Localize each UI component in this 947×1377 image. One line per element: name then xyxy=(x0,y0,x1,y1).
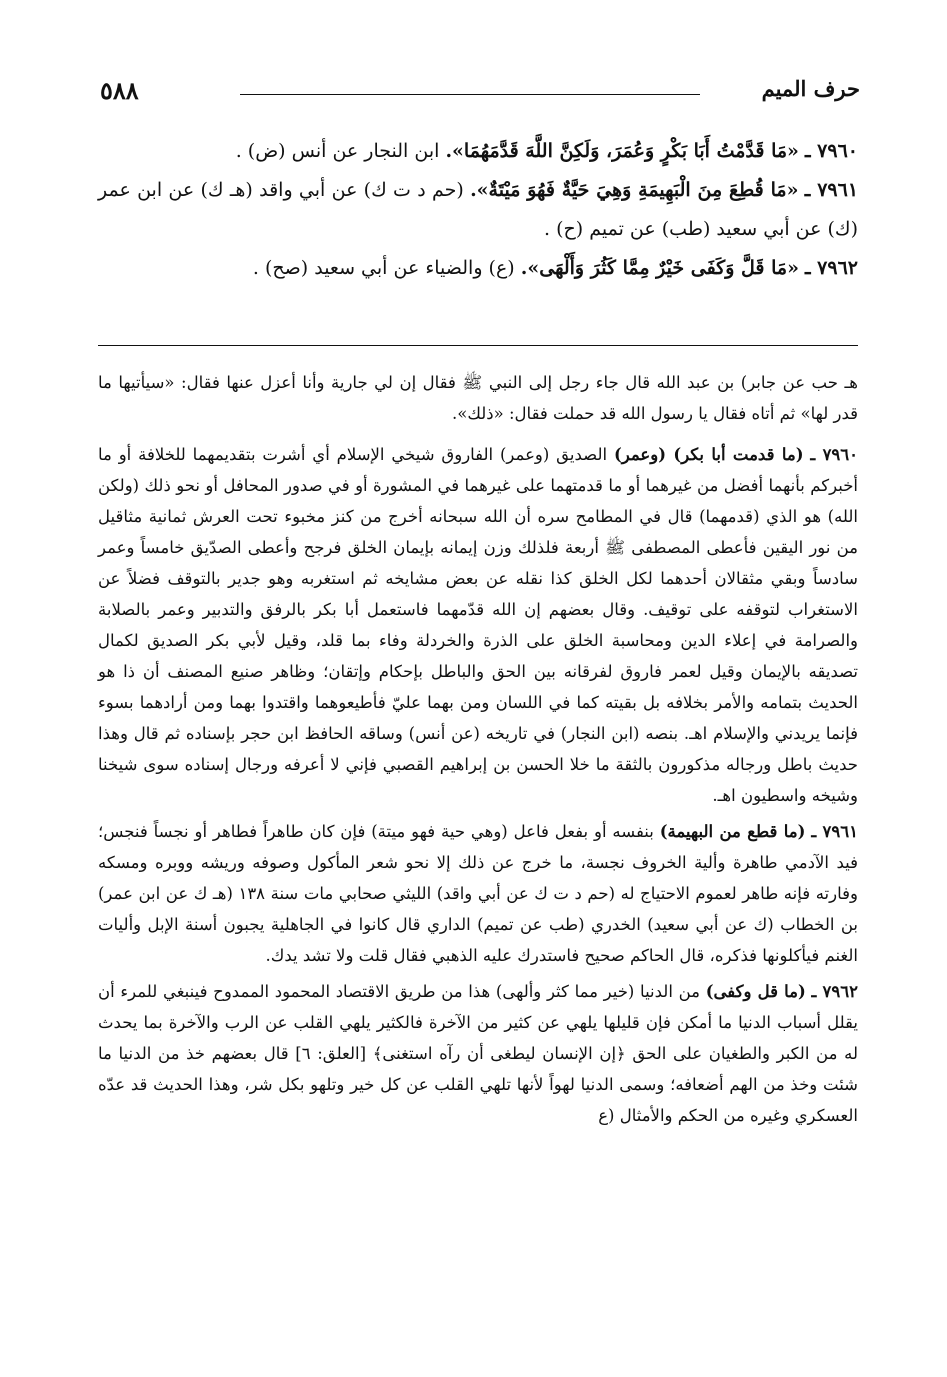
hadith-7961 xyxy=(98,171,858,249)
commentary xyxy=(98,367,858,1136)
commentary-number: ٧٩٦٠ ـ xyxy=(810,445,859,464)
hadith-text: «مَا قَدَّمْتُ أَبَا بَكْرٍ وَعُمَرَ، وَلَكِنَّ اللَّهَ قَدَّمَهُمَا». xyxy=(445,140,799,162)
hadith-number: ٧٩٦٠ ـ xyxy=(804,140,858,162)
page-header xyxy=(100,68,860,118)
commentary-text: من الدنيا (خير مما كثر وألهى) هذا من طريق الاقتصاد المحمود الممدوح فينبغي للمرء أن يقلل أسباب الدنيا ما أمكن فإن قليلها يلهي عن كثير من الآخرة فالكثير يلهي القلب عن الرب والآخرة بما يحدث له من الكبر والطغيان على الحق ﴿إن الإنسان ليطغى أن رآه استغنى﴾ [العلق: ٦] قال بعضهم خذ من الدنيا ما شئت وخذ من الهم أضعافه؛ وسمى الدنيا لهواً لأنها تلهي القلب عن كل خير وتلهو بكل شر، وهذا الحديث قد عدّه العسكري وغيره من الحكم والأمثال (ع xyxy=(98,982,858,1125)
hadith-source: ابن النجار عن أنس (ض) . xyxy=(235,140,440,162)
hadith-7962 xyxy=(98,249,858,288)
hadith-source: (حم د ت ك) عن أبي واقد (هـ ك) عن ابن عمر (ك) عن أبي سعيد (طب) عن تميم (ح) . xyxy=(98,179,858,240)
hadith-number: ٧٩٦١ ـ xyxy=(804,179,859,201)
hadith-source: (ع) والضياء عن أبي سعيد (صح) . xyxy=(252,257,515,279)
section-divider xyxy=(98,345,858,346)
commentary-number: ٧٩٦٢ ـ xyxy=(811,982,858,1001)
commentary-lead: (ما قطع من البهيمة) xyxy=(659,822,806,841)
page-number: ٥٨٨ xyxy=(100,76,139,105)
commentary-lead: (ما قل وكفى) xyxy=(705,982,806,1001)
hadith-number: ٧٩٦٢ ـ xyxy=(804,257,858,279)
commentary-text: بنفسه أو بفعل فاعل (وهي حية فهو ميتة) فإن كان طاهراً فطاهر أو نجساً فنجس؛ فيد الآدمي طاهرة وألية الخروف نجسة، ما خرج عن ذلك إلا نحو شعر المأكول وصوفه وريشه ووبره ومسكه وفارته فإنه طاهر لعموم الاحتياج له (حم د ت ك عن أبي واقد) الليثي صحابي مات سنة ١٣٨ (هـ ك عن ابن عمر) بن الخطاب (ك عن أبي سعيد) الخدري (طب عن تميم) الداري قال كانوا في الجاهلية يجبون أسنة الإبل وأليات الغنم فيأكلونها فذكره، قال الحاكم صحيح فاستدرك عليه الذهبي فقال قلت ولا تشد يدك. xyxy=(98,822,858,965)
chapter-title: حرف الميم xyxy=(761,76,860,101)
commentary-text: الصديق (وعمر) الفاروق شيخي الإسلام أي أشرت بتقديمهما للخلافة أو ما أخبركم بأنهما أفضل من غيرهما أو ما قدمتهما على غيرهما في المشورة أو في صدور المحافل أو نحو ذلك (ولكن الله) هو الذي (قدمهما) قال في المطامح سره أن الله سبحانه أخرج من كنز مخبوء تحت العرش ثمانية مثاقيل من نور اليقين فأعطى المصطفى ﷺ أربعة فلذلك وزن إيمانه بإيمان الخلق فرجح وأعطى الصدّيق خامساً وعمر سادساً وبقي مثقالان أحدهما لكل الخلق كذا نقله عن بعض مشايخه ثم استغربه وهو جدير بالتوقف فضلاً عن الاستغراب لتوقفه على توقيف. وقال بعضهم إن الله قدّمهما فاستعمل أبا بكر بالرفق والتدبير وعمر بالصلابة والصرامة في إعلاء الدين ومحاسبة الخلق على الذرة والخردلة وفاء بما قلد، وقيل لأبي بكر الصديق لكمال تصديقه بالإيمان وقيل لعمر فاروق لفرقانه بين الحق والباطل بإحكام وإتقان؛ وظاهر صنيع المصنف أن ذا هو الحديث بتمامه والأمر بخلافه بل بقيته كما في اللسان ومن بهما عليّ فأطيعوهما واقتدوا بهما ومن أرادهما بسوء فإنما يريدني والإسلام اهـ. بنصه (ابن النجار) في تاريخه (عن أنس) وساقه الحافظ ابن حجر بإسناده ثم قال وهذا حديث باطل ورجاله مذكورون بالثقة ما خلا الحسن بن إبراهيم القصبي فإني لا أعرفه ورجال إسناده سوى شيخنا وشيخه واسطيون اهـ. xyxy=(98,445,858,805)
commentary-7961 xyxy=(98,816,858,971)
commentary-number: ٧٩٦١ ـ xyxy=(811,822,858,841)
header-rule xyxy=(240,94,700,95)
footnote-continuation: هـ حب عن جابر) بن عبد الله قال جاء رجل إلى النبي ﷺ فقال إن لي جارية وأنا أعزل عنها فقال: «سيأتيها ما قدر لها» ثم أتاه فقال يا رسول الله قد حملت فقال: «ذلك». xyxy=(98,373,858,423)
hadith-text: «مَا قَلَّ وَكَفَى خَيْرٌ مِمَّا كَثُرَ وَأَلْهَى». xyxy=(520,257,799,279)
hadith-text: «مَا قُطِعَ مِنَ الْبَهِيمَةِ وَهِيَ حَيَّةٌ فَهُوَ مَيْتَةٌ». xyxy=(470,179,799,201)
hadith-list xyxy=(98,132,858,288)
commentary-lead: (ما قدمت أبا بكر) (وعمر) xyxy=(613,445,804,464)
hadith-7960 xyxy=(98,132,858,171)
commentary-7962 xyxy=(98,976,858,1131)
commentary-7960 xyxy=(98,439,858,811)
